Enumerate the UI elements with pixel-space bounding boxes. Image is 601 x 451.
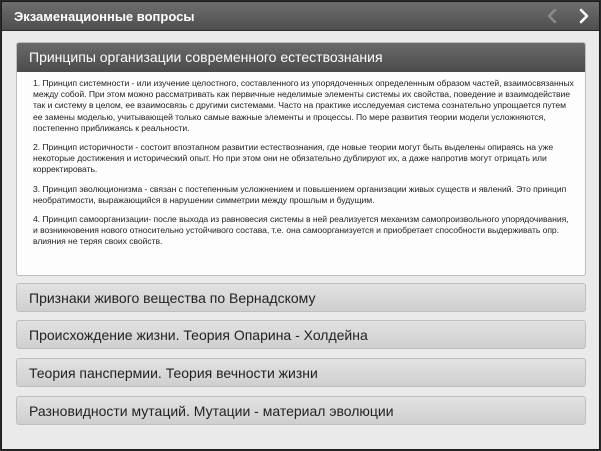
title-bar xyxy=(2,2,599,31)
accordion-header-oparin-haldane[interactable]: Происхождение жизни. Теория Опарина - Холдейна xyxy=(16,320,586,349)
accordion xyxy=(2,32,599,449)
accordion-header-vernadsky[interactable]: Признаки живого вещества по Вернадскому xyxy=(16,283,586,312)
accordion-header-mutations[interactable]: Разновидности мутаций. Мутации - материал эволюции xyxy=(16,396,586,425)
chevron-right-icon xyxy=(579,8,589,24)
accordion-body xyxy=(17,72,585,275)
accordion-header-principles[interactable]: Принципы организации современного естествознания xyxy=(17,43,585,72)
accordion-header-panspermia[interactable]: Теория панспермии. Теория вечности жизни xyxy=(16,358,586,387)
next-button[interactable] xyxy=(574,5,594,27)
paragraph-principle-2: 2. Принцип историчности - состоит впоэтапном развитии естествознания, где новые теории могут быть выделены опираясь на уже некоторые достижения и исторический опыт. Но при этом они не обязательно дублируют их, а даже напротив могут отрицать или корректировать. xyxy=(33,142,554,175)
paragraph-principle-3: 3. Принцип эволюционизма - связан с постепенным усложнением и повышением организации живых существ и явлений. Это принцип необратимости, выражающийся в нарушении симметрии между прошлым и будущим. xyxy=(33,183,567,205)
previous-button[interactable] xyxy=(542,5,562,27)
app-title: Экзаменационные вопросы xyxy=(14,9,195,24)
paragraph-principle-4: 4. Принцип самоорганизации- после выхода из равновесия системы в ней реализуется механизм самопроизвольного упорядочивания, и возникновения нового относительно устойчивого состава, т.е. она самоорганизуется и приобретает способности выдерживать опр. влияния не теряя своих свойств. xyxy=(33,214,569,247)
accordion-panel-open xyxy=(16,42,586,276)
paragraph-principle-1: 1. Принцип системности - или изучение целостного, составленного из упорядоченных определенным образом частей, взаимосвязанных между собой. При этом можно рассматривать как первичные неделимые элементы системы их свойства, поведение и взаимодействие так и систему в целом, ее взаимосвязь с другими системами. Часто на практике исследуемая система сознательно упрощается путем ее замены моделью, учитывающей только самые важные элементы и процессы. По мере развития теории модели усложняются, постепенно приближаясь к реальности. xyxy=(33,78,574,133)
chevron-left-icon xyxy=(547,8,557,24)
app-window xyxy=(1,1,600,450)
